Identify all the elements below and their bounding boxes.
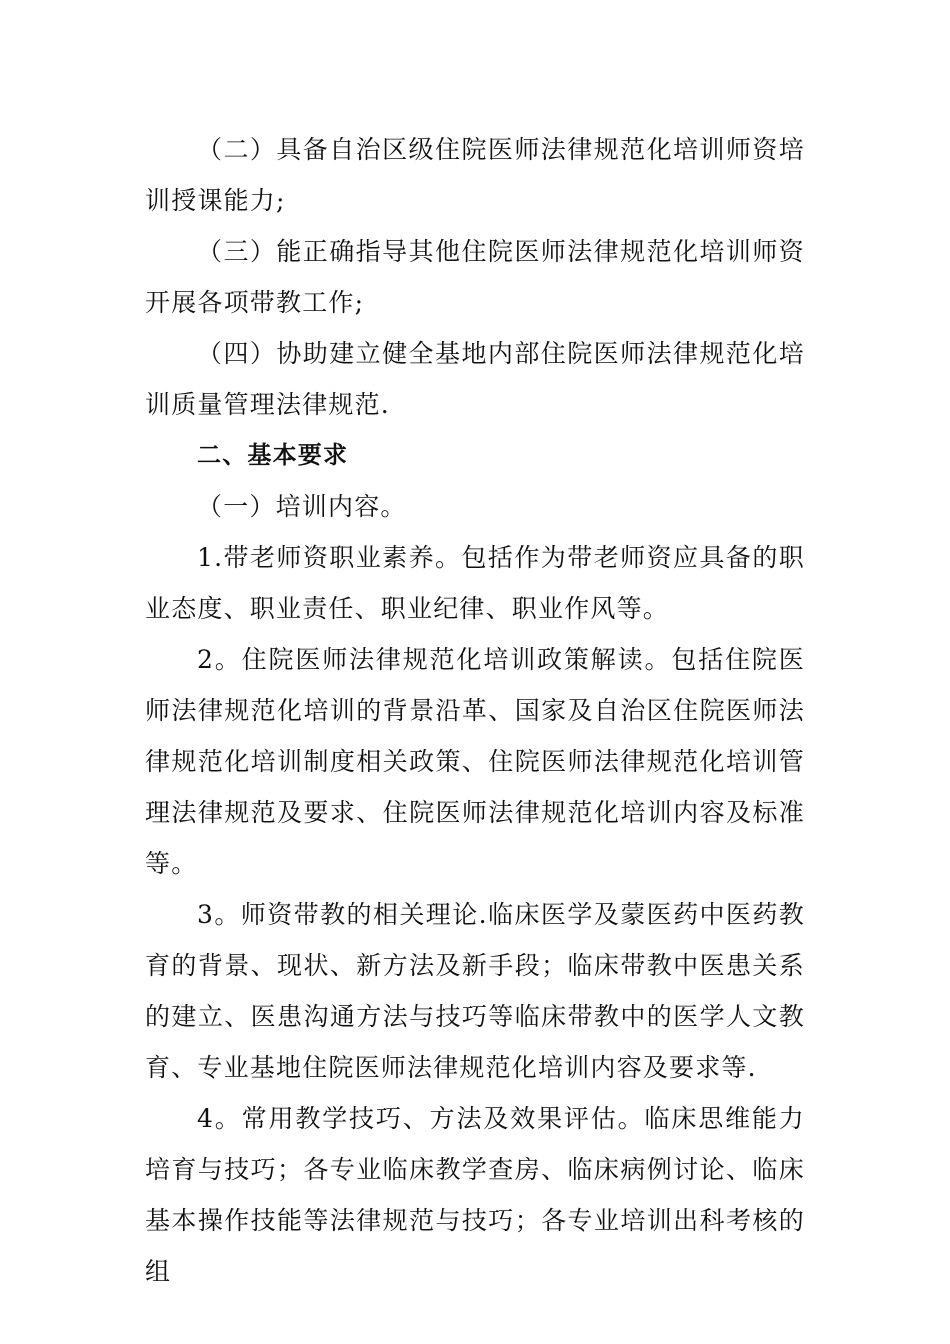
numbered-item-3: 3。师资带教的相关理论.临床医学及蒙医药中医药教育的背景、现状、新方法及新手段；临床带教中医患关系的建立、医患沟通方法与技巧等临床带教中的医学人文教育、专业基地住院医师法律规范化培训内容及要求等.	[145, 900, 805, 1082]
section-heading: 二、基本要求	[197, 441, 349, 469]
paragraph-item-4: （四）协助建立健全基地内部住院医师法律规范化培训质量管理法律规范.	[145, 339, 805, 419]
subsection-heading: （一）培训内容。	[197, 492, 407, 521]
paragraph-item-3: （三）能正确指导其他住院医师法律规范化培训师资开展各项带教工作;	[145, 237, 805, 317]
document-page	[145, 124, 805, 1297]
numbered-item-4: 4。常用教学技巧、方法及效果评估。临床思维能力培育与技巧；各专业临床教学查房、临床病例讨论、临床基本操作技能等法律规范与技巧；各专业培训出科考核的组	[145, 1104, 805, 1286]
numbered-item-1: 1.带老师资职业素养。包括作为带老师资应具备的职业态度、职业责任、职业纪律、职业作风等。	[145, 543, 805, 623]
paragraph-item-2: （二）具备自治区级住院医师法律规范化培训师资培训授课能力;	[145, 135, 805, 215]
numbered-item-2: 2。住院医师法律规范化培训政策解读。包括住院医师法律规范化培训的背景沿革、国家及自治区住院医师法律规范化培训制度相关政策、住院医师法律规范化培训管理法律规范及要求、住院医师法律规范化培训内容及标准等。	[145, 645, 805, 878]
